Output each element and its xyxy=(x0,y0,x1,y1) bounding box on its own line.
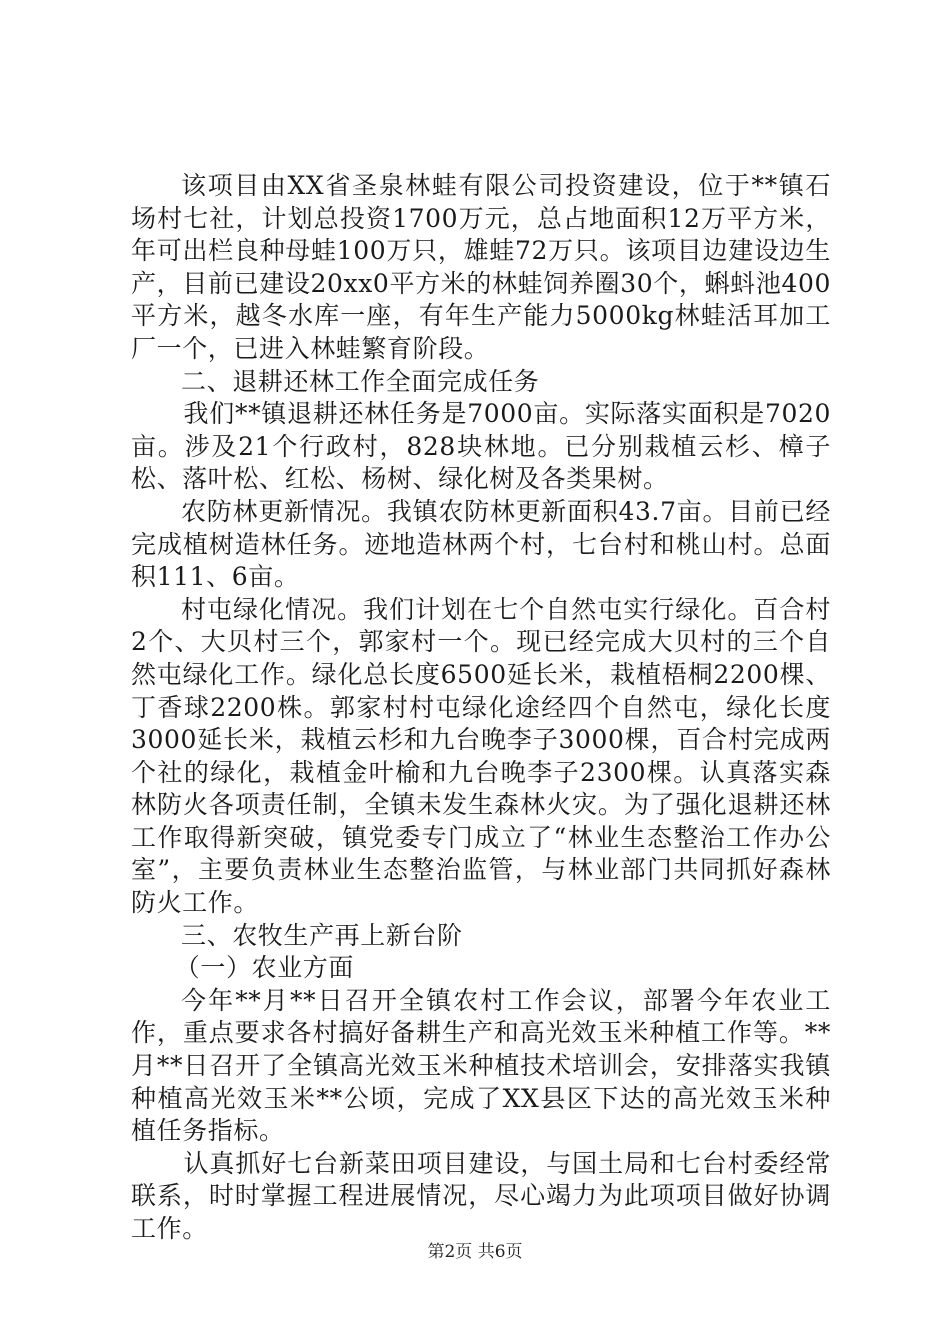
section-heading-agriculture: 三、农牧生产再上新台阶 xyxy=(181,920,463,950)
paragraph-reforestation-task: 我们**镇退耕还林任务是7000亩。实际落实面积是7020亩。涉及21个行政村，828块林地。已分别栽植云杉、樟子松、落叶松、红松、杨树、绿化树及各类果树。 xyxy=(131,399,831,494)
paragraph-village-greening: 村屯绿化情况。我们计划在七个自然屯实行绿化。百合村2个、大贝村三个，郭家村一个。现已经完成大贝村的三个自然屯绿化工作。绿化总长度6500延长米，栽植梧桐2200棵、丁香球2200株。郭家村村屯绿化途经四个自然屯，绿化长度3000延长米，栽植云杉和九台晚李子3000棵，百合村完成两个社的绿化，栽植金叶榆和九台晚李子2300棵。认真落实森林防火各项责任制，全镇未发生森林火灾。为了强化退耕还林工作取得新突破，镇党委专门成立了“林业生态整治工作办公室”，主要负责林业生态整治监管，与林业部门共同抓好森林防火工作。 xyxy=(131,594,831,918)
subsection-heading-farming: （一）农业方面 xyxy=(174,953,354,983)
section-heading-reforestation: 二、退耕还林工作全面完成任务 xyxy=(181,366,540,396)
paragraph-frog-project: 该项目由XX省圣泉林蛙有限公司投资建设，位于**镇石场村七社，计划总投资1700万元，总占地面积12万平方米，年可出栏良种母蛙100万只，雄蛙72万只。该项目边建设边生产，目前已建设20xx0平方米的林蛙饲养圈30个，蝌蚪池400平方米，越冬水库一座，有年生产能力5000kg林蛙活耳加工厂一个，已进入林蛙繁育阶段。 xyxy=(131,171,831,363)
paragraph-vegetable-field-project: 认真抓好七台新菜田项目建设，与国土局和七台村委经常联系，时时掌握工程进展情况，尽心竭力为此项项目做好协调工作。 xyxy=(131,1148,831,1243)
page-number-footer: 第2页 共6页 xyxy=(427,1242,523,1262)
paragraph-rural-work-meeting: 今年**月**日召开全镇农村工作会议，部署今年农业工作，重点要求各村搞好备耕生产和高光效玉米种植工作等。**月**日召开了全镇高光效玉米种植技术培训会，安排落实我镇种植高光效玉米**公顷，完成了XX县区下达的高光效玉米种植任务指标。 xyxy=(131,985,831,1146)
document-body xyxy=(131,170,831,1246)
paragraph-shelterbelt-renewal: 农防林更新情况。我镇农防林更新面积43.7亩。目前已经完成植树造林任务。迹地造林两个村，七台村和桃山村。总面积111、6亩。 xyxy=(131,496,831,592)
